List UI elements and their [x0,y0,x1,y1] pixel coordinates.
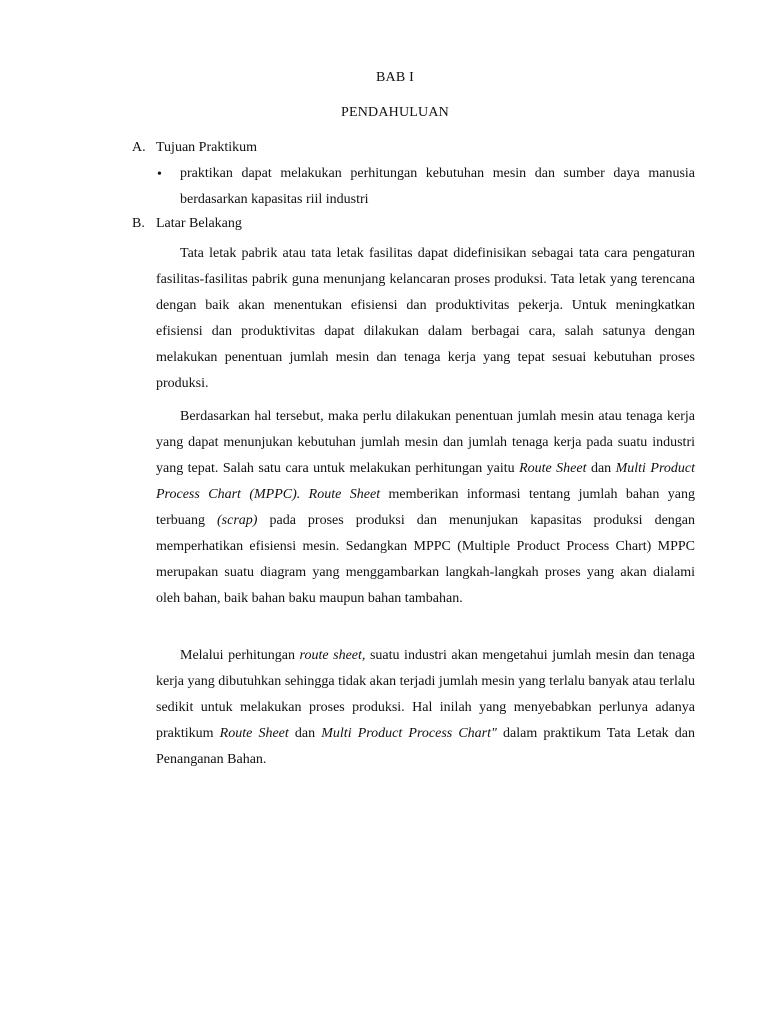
section-b-title: Latar Belakang [156,216,242,231]
section-a-title: Tujuan Praktikum [156,140,257,155]
paragraph-3 [156,643,695,773]
section-a-marker: A. [132,140,146,155]
p3-italic-1: route sheet, [299,648,366,663]
paragraph-1-text: Tata letak pabrik atau tata letak fasilitas dapat didefinisikan sebagai tata cara pengaturan fasilitas-fasilitas pabrik guna menunjang kelancaran proses produksi. Tata letak yang terencana dengan baik akan menentukan efisiensi dan produktivitas pekerja. Untuk meningkatkan efisiensi dan produktivitas dapat dilakukan dalam berbagai cara, salah satunya dengan melakukan penentuan jumlah mesin dan tenaga kerja yang tepat sesuai kebutuhan proses produksi. [156,246,695,391]
p3-text-1: Melalui perhitungan [180,648,300,663]
p2-text-1: Berdasarkan hal tersebut, maka perlu dilakukan penentuan jumlah mesin atau tenaga kerja yang dapat menunjukan kebutuhan jumlah mesin dan jumlah tenaga kerja pada suatu industri yang tepat. Salah satu cara untuk melakukan perhitungan yaitu [156,409,695,476]
p2-italic-1: Route Sheet [519,461,587,476]
section-b-marker: B. [132,216,145,231]
p3-italic-2: Route Sheet [219,726,289,741]
p2-text-4: pada proses produksi dan menunjukan kapasitas produksi dengan memperhatikan efisiensi mesin. Sedangkan MPPC (Multiple Product Process Chart) MPPC merupakan suatu diagram yang menggambarkan langkah-langkah proses yang akan dialami oleh bahan, baik bahan baku maupun bahan tambahan. [156,513,695,606]
p3-text-4: dalam praktikum Tata Letak dan Penanganan Bahan. [156,726,695,767]
p3-italic-3: Multi Product Process Chart" [321,726,497,741]
p2-italic-3: (scrap) [217,513,258,528]
p3-text-3: dan [288,726,322,741]
p2-text-2: dan [586,461,616,476]
p3-text-2: suatu industri akan mengetahui jumlah mesin dan tenaga kerja yang dibutuhkan sehingga tidak akan terjadi jumlah mesin yang terlalu banyak atau terlalu sedikit untuk melakukan proses produksi. Hal inilah yang menyebabkan perlunya adanya praktikum [156,648,695,741]
bullet-text: praktikan dapat melakukan perhitungan kebutuhan mesin dan sumber daya manusia berdasarkan kapasitas riil industri [180,166,695,207]
p2-italic-2: Multi Product Process Chart (MPPC). Route Sheet [156,461,695,502]
bullet-icon: • [157,167,162,182]
p2-text-3: memberikan informasi tentang jumlah bahan yang terbuang [156,487,696,528]
chapter-title: PENDAHULUAN [341,105,449,120]
paragraph-2 [156,404,695,612]
chapter-number: BAB I [376,70,414,85]
paragraph-1 [156,241,695,397]
